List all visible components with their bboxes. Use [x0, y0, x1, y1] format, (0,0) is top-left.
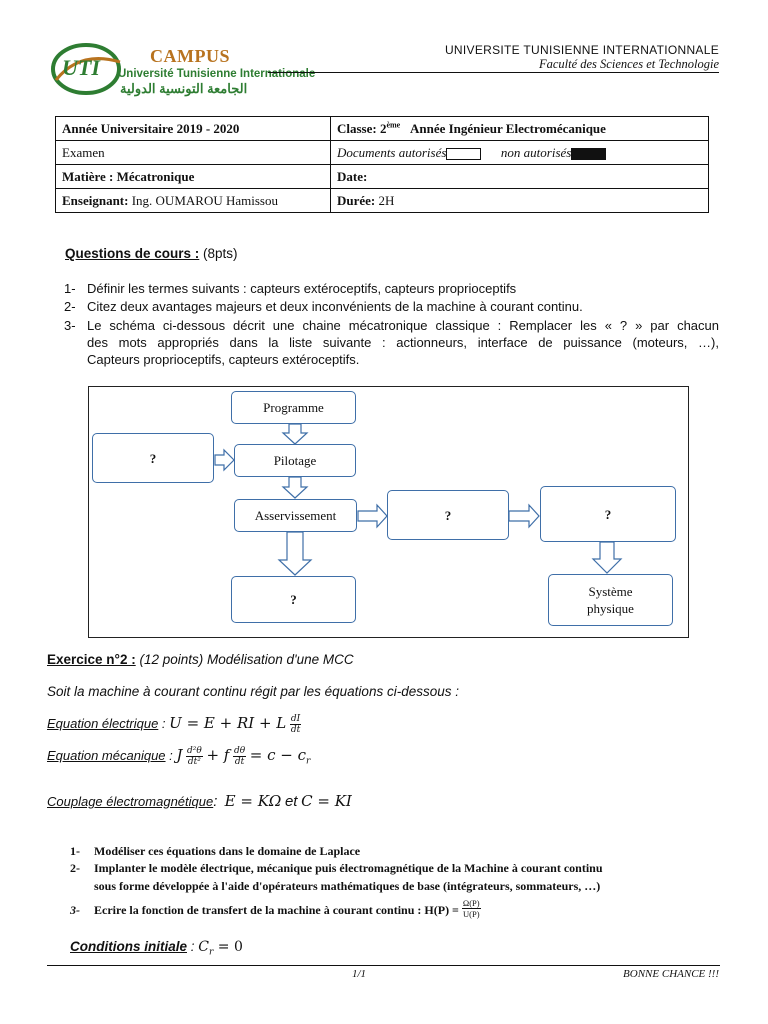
node-unknown-left: ? [92, 433, 214, 483]
exercise-heading: Exercice n°2 : (12 points) Modélisation d'une MCC [47, 652, 354, 667]
header-faculty: Faculté des Sciences et Technologie [538, 57, 719, 71]
arrow-asserv-bottom [279, 532, 311, 575]
arrow-left-pilotage [215, 450, 234, 470]
systeme-line-1: Système [588, 584, 633, 599]
step-2-text-line2: sous forme développée à l'aide d'opérateurs mathématiques de base (intégrateurs, sommateurs, …) [94, 879, 601, 893]
duration: Durée: 2H [331, 189, 709, 213]
exam-info-table [55, 116, 709, 213]
logo-university-name: Université Tunisienne Internationale [118, 68, 316, 80]
step-3-text: Ecrire la fonction de transfert de la machine à courant continu : H(P) = $\frac{\Omega(P)}{U(P)}$ [94, 897, 480, 919]
step-1-num: 1- [70, 844, 80, 858]
node-systeme-physique [548, 574, 673, 626]
node-programme: Programme [231, 391, 356, 424]
header-rule [268, 72, 719, 73]
initial-conditions: Conditions initiale : $C_r = 0$ [70, 939, 243, 958]
transfer-function-fraction: $\frac{\Omega(P)}{U(P)}$ [462, 897, 480, 919]
authorized-checkbox [446, 148, 481, 160]
exercise-steps [70, 843, 720, 923]
exam-date: Date: [331, 165, 709, 189]
step-3-num: 3- [70, 903, 80, 917]
documents-policy: Documents autorisés non autorisés [331, 141, 709, 165]
step-2-text-line1: Implanter le modèle électrique, mécanique puis électromagnétique de la Machine à courant continu [94, 861, 603, 875]
arrow-asserv-mid [358, 505, 387, 527]
node-asservissement: Asservissement [234, 499, 357, 532]
exam-type: Examen [56, 141, 331, 165]
node-unknown-mid: ? [387, 490, 509, 540]
exercise-intro: Soit la machine à courant continu régit par les équations ci-dessous : [47, 684, 459, 699]
teacher: Enseignant: Ing. OUMAROU Hamissou [56, 189, 331, 213]
logo-university-arabic: الجامعة التونسية الدولية [120, 81, 248, 96]
equation-electrique: Equation électrique : U = E + RI + L $\frac{dI}{dt}$ [47, 714, 301, 736]
couplage-electromagnetique: Couplage électromagnétique: E = KΩ et C = KI [47, 792, 352, 810]
footer-rule [47, 965, 720, 966]
node-unknown-right: ? [540, 486, 676, 542]
footer-page-number: 1/1 [352, 968, 367, 980]
arrow-programme-pilotage [283, 424, 307, 444]
questions-list: 1- Définir les termes suivants : capteurs extéroceptifs, capteurs proprioceptifs 2- Citez deux avantages majeurs et deux inconvénients de la machine à courant continu. 3- Le schéma ci-dessous décrit une chaine mécatronique classique : Remplacer les « ? » par chacun des mots appropriés dans la liste suivante : actionneurs, interface de puissance (moteurs, …), Capteurs proprioceptifs, capteurs extéroceptifs. [64, 281, 719, 367]
node-pilotage: Pilotage [234, 444, 356, 477]
questions-heading: Questions de cours : (8pts) [65, 246, 238, 261]
arrow-pilotage-asserv [283, 477, 307, 498]
step-2-num: 2- [70, 861, 80, 875]
header-university: UNIVERSITE TUNISIENNE INTERNATIONNALE [444, 43, 719, 57]
logo-campus: CAMPUS [150, 46, 230, 66]
equation-mecanique: Equation mécanique : J $\frac{\text{d²θ}}{\text{dt²}}$ + f $\frac{d\theta}{dt}$ = $c - c_r$ [47, 746, 311, 768]
academic-year: Année Universitaire 2019 - 2020 [56, 117, 331, 141]
class: Classe: 2ème Année Ingénieur Electromécanique [331, 117, 709, 141]
step-1-text: Modéliser ces équations dans le domaine de Laplace [94, 844, 361, 858]
node-unknown-bottom: ? [231, 576, 356, 623]
arrow-mid-right [509, 505, 539, 527]
subject: Matière : Mécatronique [56, 165, 331, 189]
not-authorized-checkbox [571, 148, 606, 160]
systeme-line-2: physique [587, 601, 634, 616]
logo [50, 40, 316, 98]
mechatronic-chain-diagram [88, 386, 689, 638]
logo-abbrev: UTI [62, 55, 100, 80]
footer-closing: BONNE CHANCE !!! [623, 968, 719, 980]
arrow-right-systeme [593, 542, 621, 573]
